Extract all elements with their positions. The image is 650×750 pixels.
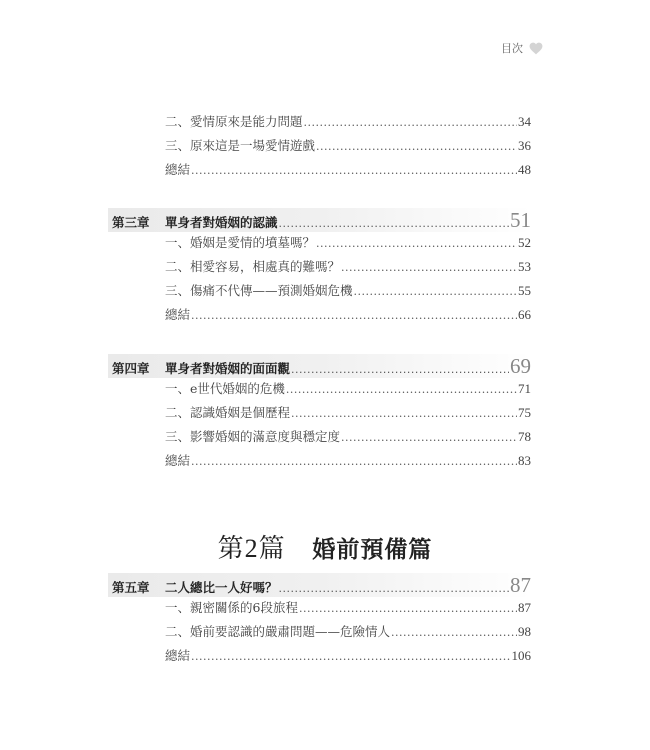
- toc-entry[interactable]: [165, 622, 531, 642]
- toc-entry[interactable]: [165, 305, 531, 325]
- leader-dots: [291, 404, 517, 423]
- leader-dots: [279, 577, 509, 597]
- toc-entry[interactable]: [165, 403, 531, 423]
- entry-page: 34: [518, 114, 531, 129]
- leader-dots: [341, 258, 517, 277]
- toc-entry[interactable]: [165, 427, 531, 447]
- chapter-number: 第三章: [112, 215, 150, 230]
- entry-page: 87: [518, 600, 531, 615]
- part-heading: [0, 528, 650, 565]
- entry-title: 三、影響婚姻的滿意度與穩定度: [165, 429, 341, 444]
- entry-page: 106: [511, 648, 531, 663]
- chapter-title: 單身者對婚姻的面面觀: [165, 361, 291, 376]
- entry-title: 二、婚前要認識的嚴肅問題——危險情人: [165, 624, 391, 639]
- entry-page: 83: [518, 453, 531, 468]
- entry-title: 總結: [165, 162, 191, 177]
- toc-entry[interactable]: [165, 112, 531, 132]
- leader-dots: [341, 428, 517, 447]
- entry-title: 三、原來這是一場愛情遊戲: [165, 138, 316, 153]
- entry-page: 78: [518, 429, 531, 444]
- entry-title: 二、相愛容易，相處真的難嗎？: [165, 259, 341, 274]
- toc-entry[interactable]: [165, 646, 531, 666]
- leader-dots: [299, 599, 517, 618]
- chapter-number: 第四章: [112, 361, 150, 376]
- entry-title: 總結: [165, 648, 191, 663]
- leader-dots: [391, 623, 517, 642]
- entry-page: 55: [518, 283, 531, 298]
- toc-entry[interactable]: [165, 379, 531, 399]
- leader-dots: [304, 113, 517, 132]
- entry-title: 一、婚姻是愛情的墳墓嗎？: [165, 235, 316, 250]
- chapter-number: 第五章: [112, 580, 150, 595]
- entry-page: 52: [518, 235, 531, 250]
- entry-title: 總結: [165, 307, 191, 322]
- leader-dots: [191, 452, 517, 471]
- entry-title: 一、e世代婚姻的危機: [165, 381, 285, 396]
- entry-page: 75: [518, 405, 531, 420]
- leader-dots: [279, 212, 509, 232]
- entry-page: 36: [518, 138, 531, 153]
- chapter-heading[interactable]: [108, 354, 531, 378]
- entry-page: 53: [518, 259, 531, 274]
- entry-title: 一、親密關係的6段旅程: [165, 600, 298, 615]
- leader-dots: [316, 137, 517, 156]
- entry-page: 98: [518, 624, 531, 639]
- entry-page: 66: [518, 307, 531, 322]
- entry-page: 71: [518, 381, 531, 396]
- entry-title: 三、傷痛不代傳——預測婚姻危機: [165, 283, 353, 298]
- chapter-title: 二人總比一人好嗎？: [165, 580, 278, 595]
- running-header: [501, 40, 543, 56]
- leader-dots: [191, 161, 517, 180]
- leader-dots: [191, 647, 510, 666]
- leader-dots: [354, 282, 517, 301]
- toc-entry[interactable]: [165, 451, 531, 471]
- entry-title: 二、愛情原來是能力問題: [165, 114, 303, 129]
- chapter-title: 單身者對婚姻的認識: [165, 215, 278, 230]
- chapter-heading[interactable]: [108, 573, 531, 597]
- section-label: 目次: [501, 42, 523, 55]
- entry-title: 二、認識婚姻是個歷程: [165, 405, 291, 420]
- chapter-page: 51: [510, 208, 531, 232]
- toc-entry[interactable]: [165, 136, 531, 156]
- chapter-heading[interactable]: [108, 208, 531, 232]
- heart-icon: [529, 42, 543, 55]
- chapter-page: 87: [510, 573, 531, 597]
- leader-dots: [191, 306, 517, 325]
- chapter-page: 69: [510, 354, 531, 378]
- part-title: 婚前預備篇: [312, 537, 433, 562]
- toc-entry[interactable]: [165, 160, 531, 180]
- toc-entry[interactable]: [165, 598, 531, 618]
- entry-title: 總結: [165, 453, 191, 468]
- leader-dots: [286, 380, 517, 399]
- leader-dots: [316, 234, 517, 253]
- toc-entry[interactable]: [165, 281, 531, 301]
- entry-page: 48: [518, 162, 531, 177]
- toc-entry[interactable]: [165, 257, 531, 277]
- toc-entry[interactable]: [165, 233, 531, 253]
- leader-dots: [291, 358, 509, 378]
- part-number: 第2篇: [217, 534, 286, 563]
